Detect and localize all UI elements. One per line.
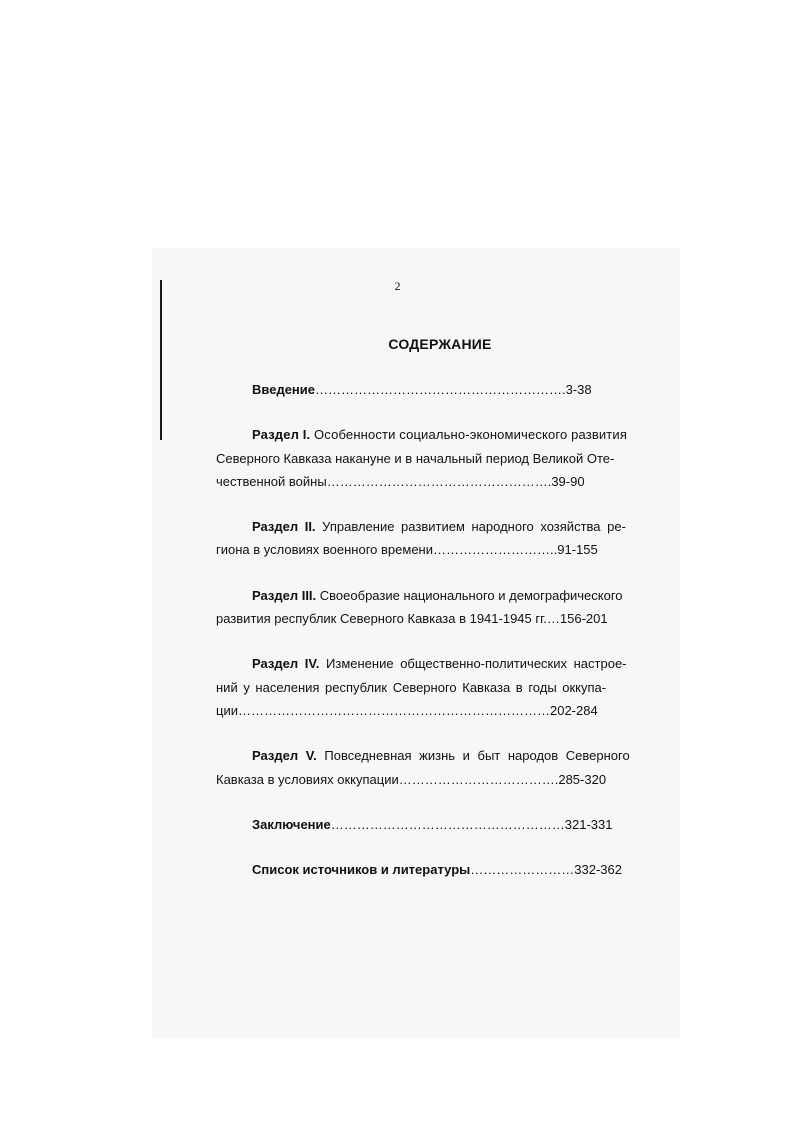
entry-text: Управление развитием народного хозяйства ре- [322, 519, 626, 535]
toc-title: СОДЕРЖАНИЕ [388, 336, 492, 352]
entry-label: Заключение [252, 816, 331, 832]
page-range: 202-284 [549, 702, 598, 718]
entry-text: чественной войны [216, 473, 327, 489]
entry-text: Повседневная жизнь и быт народов Северного [324, 748, 630, 764]
dot-leader: ………………………………. [398, 771, 559, 787]
table-of-contents [216, 378, 634, 881]
entry-text: Северного Кавказа накануне и в начальный период Великой Оте- [216, 450, 615, 466]
entry-label: Раздел V. [252, 748, 317, 764]
page-range: 321-331 [564, 816, 613, 832]
dot-leader: ……………………………………………………………… [237, 702, 550, 718]
page-range: 91-155 [557, 542, 598, 558]
entry-label: Раздел III. [252, 587, 317, 603]
entry-label: Раздел II. [252, 519, 316, 535]
dot-leader: ……………………….. [433, 542, 558, 558]
binding-edge-line [160, 280, 162, 440]
dot-leader: ……………………………………………. [326, 473, 552, 489]
page-range: 39-90 [551, 473, 585, 489]
entry-label: Раздел IV. [252, 656, 320, 672]
toc-entry-conclusion [216, 813, 634, 836]
page-range: 156-201 [559, 611, 608, 627]
entry-text: Кавказа в условиях оккупации [216, 771, 399, 787]
toc-entry-section-2 [216, 515, 634, 562]
page-range: 332-362 [574, 862, 622, 878]
entry-label: Раздел I. [252, 427, 311, 443]
entry-text: Своеобразие национального и демографического [319, 587, 623, 603]
dot-leader: … [546, 611, 560, 627]
toc-entry-section-5 [216, 744, 634, 791]
entry-label: Список источников и литературы [252, 862, 471, 878]
toc-entry-section-1 [216, 423, 634, 493]
entry-text: ний у населения республик Северного Кавказа в годы оккупа- [216, 679, 607, 695]
dot-leader: ……………………………………………… [330, 816, 565, 832]
page-number: 2 [394, 279, 401, 293]
toc-entry-sources [216, 858, 634, 881]
page-range: 3-38 [565, 382, 592, 397]
dot-leader: …………………………………………………. [315, 382, 566, 397]
page-range: 285-320 [558, 771, 607, 787]
dot-leader: …………………… [470, 862, 575, 878]
entry-label: Введение [252, 382, 315, 397]
entry-text: Изменение общественно-политических настрое- [326, 656, 627, 672]
entry-text: развития республик Северного Кавказа в 1941-1945 гг. [216, 611, 547, 627]
toc-entry-section-4 [216, 652, 634, 722]
entry-text: ции [216, 702, 238, 718]
entry-text: Особенности социально-экономического развития [314, 427, 628, 443]
entry-text: гиона в условиях военного времени [216, 542, 433, 558]
toc-entry-introduction [216, 378, 634, 401]
toc-entry-section-3 [216, 584, 634, 631]
